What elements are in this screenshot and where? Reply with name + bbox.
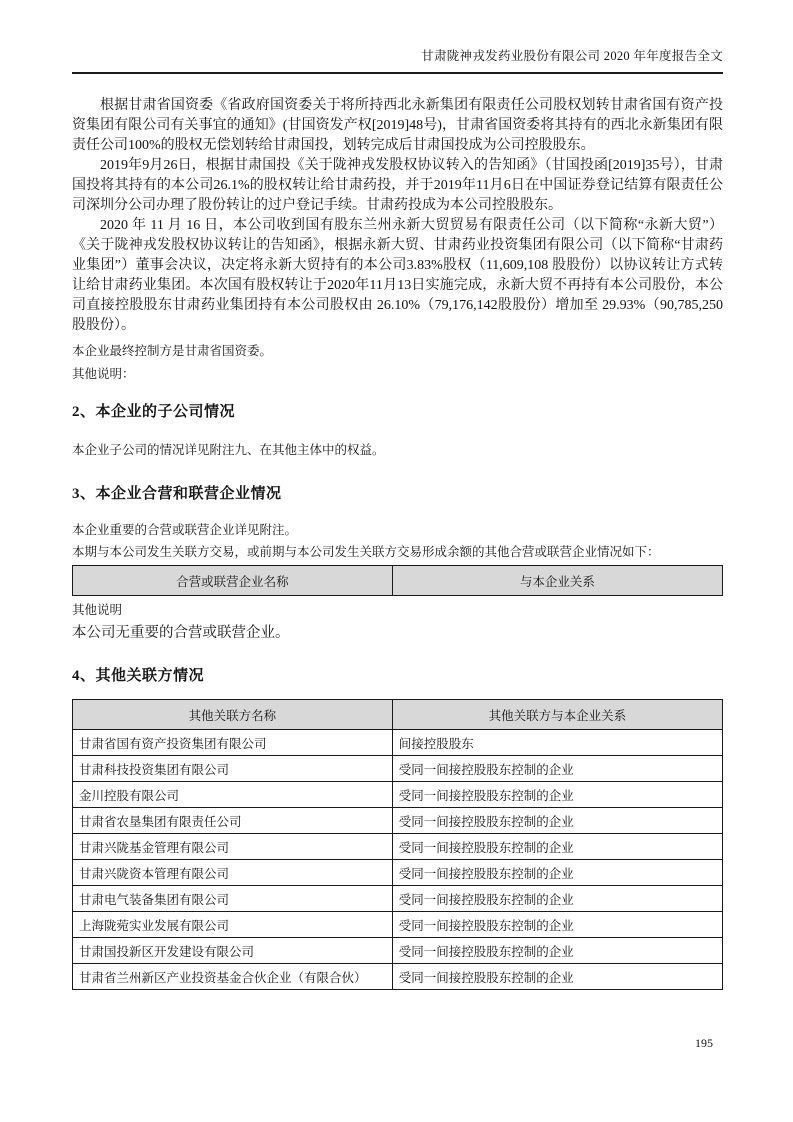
final-controller-note: 本企业最终控制方是甘肃省国资委。: [72, 344, 273, 358]
table-header-row: [73, 566, 723, 596]
table-header-cell-relation: 其他关联方与本企业关系: [392, 700, 722, 730]
table-cell: 甘肃科技投资集团有限公司: [73, 756, 393, 782]
table-row: [73, 730, 723, 756]
other-note-label: 其他说明：: [72, 367, 135, 381]
table-row: [73, 860, 723, 886]
table-header-cell-name: 其他关联方名称: [73, 700, 393, 730]
table-row: [73, 834, 723, 860]
table-header-cell-relation: 与本企业关系: [392, 566, 722, 596]
table-row: [73, 964, 723, 990]
table-row: [73, 938, 723, 964]
table-cell: 上海陇菀实业发展有限公司: [73, 912, 393, 938]
table-cell: 受同一间接控股股东控制的企业: [392, 782, 722, 808]
table-row: [73, 808, 723, 834]
table-header-cell-name: 合营或联营企业名称: [73, 566, 393, 596]
table-cell: 受同一间接控股股东控制的企业: [392, 834, 722, 860]
table-cell: 受同一间接控股股东控制的企业: [392, 938, 722, 964]
section-heading-related-parties: 4、其他关联方情况: [72, 668, 205, 684]
table-row: [73, 912, 723, 938]
table-cell: 受同一间接控股股东控制的企业: [392, 912, 722, 938]
report-header-title: 甘肃陇神戎发药业股份有限公司 2020 年年度报告全文: [421, 49, 723, 63]
section-heading-joint-ventures: 3、本企业合营和联营企业情况: [72, 486, 282, 502]
section-heading-subsidiaries: 2、本企业的子公司情况: [72, 404, 236, 420]
table-cell: 甘肃省国有资产投资集团有限公司: [73, 730, 393, 756]
intro-section: [72, 96, 723, 336]
joint-venture-conclusion: 本公司无重要的合营或联营企业。: [72, 625, 290, 641]
table-cell: 甘肃国投新区开发建设有限公司: [73, 938, 393, 964]
table-cell: 甘肃省兰州新区产业投资基金合伙企业（有限合伙）: [73, 964, 393, 990]
table-row: [73, 756, 723, 782]
table-row: [73, 886, 723, 912]
table-header-row: [73, 700, 723, 730]
table-cell: 受同一间接控股股东控制的企业: [392, 860, 722, 886]
subsidiaries-body: 本企业子公司的情况详见附注九、在其他主体中的权益。: [72, 443, 385, 457]
joint-venture-note-2: 本期与本公司发生关联方交易，或前期与本公司发生关联方交易形成余额的其他合营或联营企业情况如下：: [72, 545, 660, 559]
table-cell: 甘肃省农垦集团有限责任公司: [73, 808, 393, 834]
table-cell: 甘肃兴陇基金管理有限公司: [73, 834, 393, 860]
table-cell: 间接控股股东: [392, 730, 722, 756]
page-header: [72, 48, 723, 74]
joint-venture-note-1: 本企业重要的合营或联营企业详见附注。: [72, 523, 298, 537]
table-cell: 受同一间接控股股东控制的企业: [392, 964, 722, 990]
table-cell: 甘肃电气装备集团有限公司: [73, 886, 393, 912]
joint-venture-other-note: 其他说明: [72, 603, 123, 617]
page-number: 195: [695, 1036, 713, 1050]
table-cell: 受同一间接控股股东控制的企业: [392, 808, 722, 834]
joint-venture-table: [72, 565, 723, 596]
table-cell: 甘肃兴陇资本管理有限公司: [73, 860, 393, 886]
paragraph-2020-transfer: 2020 年 11 月 16 日，本公司收到国有股东兰州永新大贸贸易有限责任公司（以下简称“永新大贸”）《关于陇神戎发股权协议转让的告知函》，根据永新大贸、甘肃药业投资集团有限公司（以下简称“甘肃药业集团”）董事会决议，决定将永新大贸持有的本公司3.83%股权（11,609,108 股股份）以协议转让方式转让给甘肃药业集团。本次国有股权转让于2020年11月13日实施完成，永新大贸不再持有本公司股份，本公司直接控股股东甘肃药业集团持有本公司股权由 26.10%（79,176,142股股份）增加至 29.93%（90,785,250股股份）。: [72, 218, 723, 333]
paragraph-2019-transfer: 2019年9月26日，根据甘肃国投《关于陇神戎发股权协议转入的告知函》（甘国投函[2019]35号），甘肃国投将其持有的本公司26.1%的股权转让给甘肃药投，并于2019年11月6日在中国证券登记结算有限责任公司深圳分公司办理了股份转让的过户登记手续。甘肃药投成为本公司控股股东。: [72, 158, 723, 213]
table-cell: 受同一间接控股股东控制的企业: [392, 756, 722, 782]
table-row: [73, 782, 723, 808]
table-cell: 金川控股有限公司: [73, 782, 393, 808]
table-cell: 受同一间接控股股东控制的企业: [392, 886, 722, 912]
related-parties-table: [72, 699, 723, 990]
paragraph-equity-transfer-notice: 根据甘肃省国资委《省政府国资委关于将所持西北永新集团有限责任公司股权划转甘肃省国有资产投资集团有限公司有关事宜的通知》(甘国资发产权[2019]48号)，甘肃省国资委将其持有的西北永新集团有限责任公司100%的股权无偿划转给甘肃国投，划转完成后甘肃国投成为公司控股股东。: [72, 98, 723, 153]
